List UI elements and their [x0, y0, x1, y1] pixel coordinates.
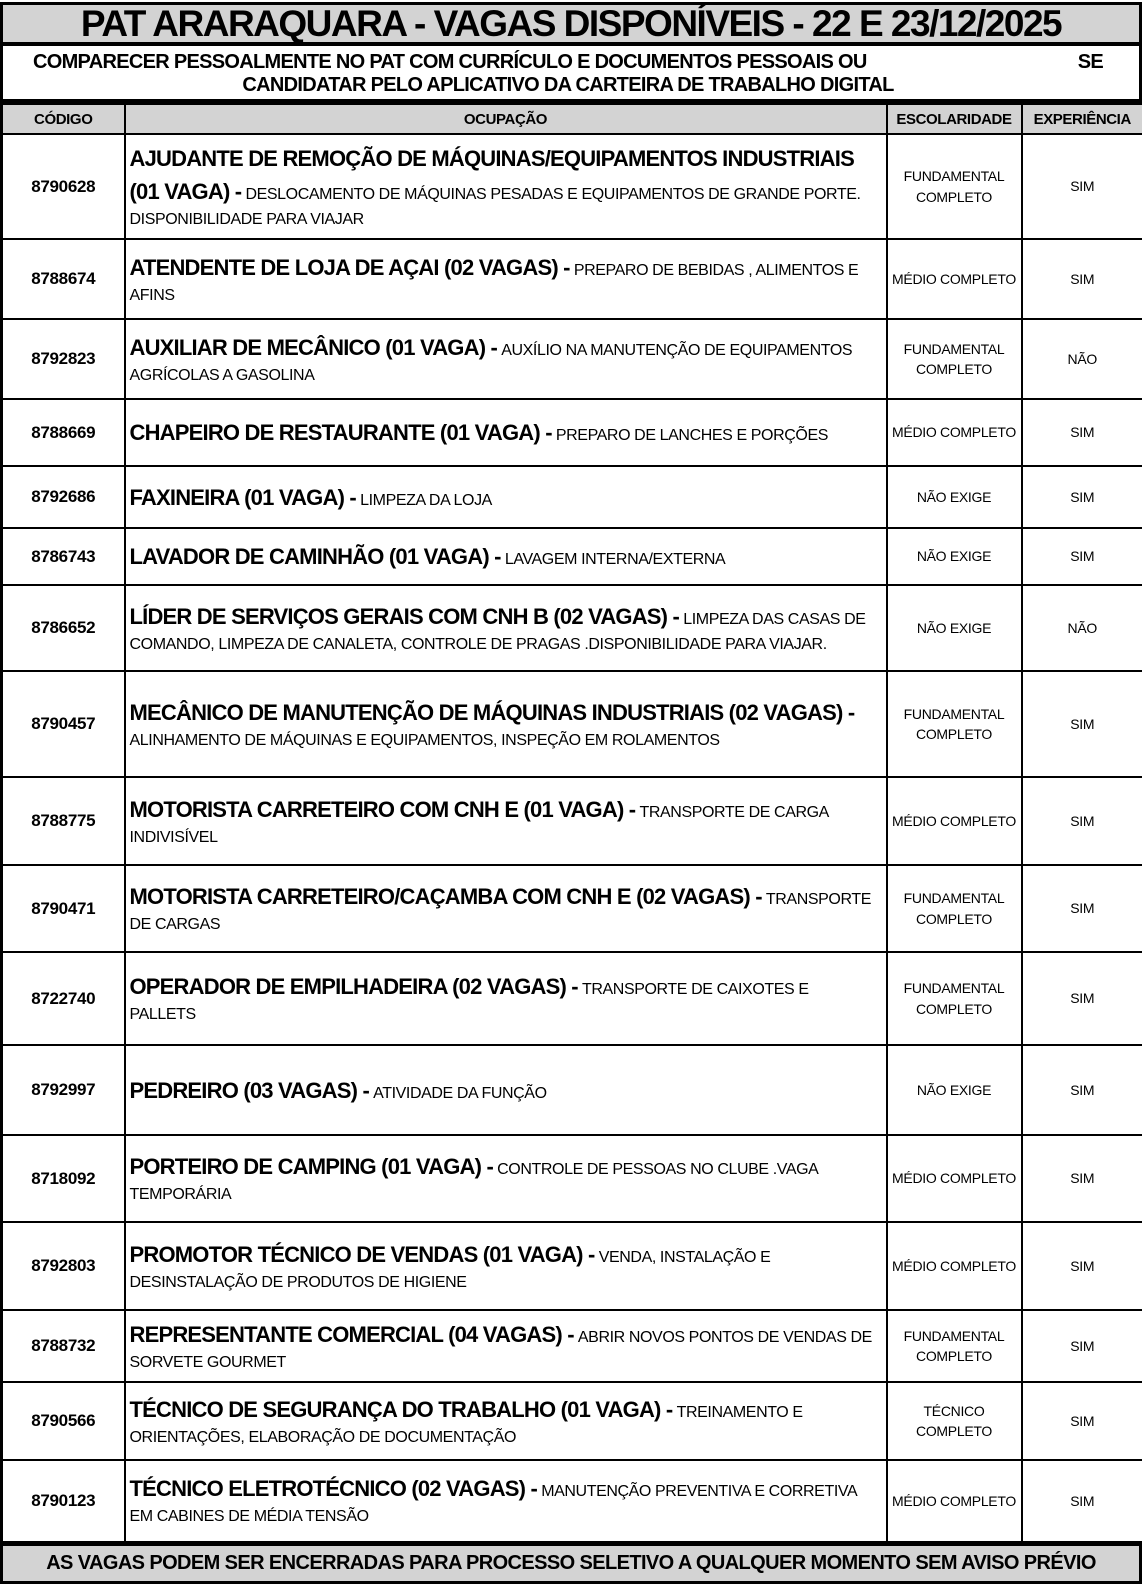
job-education: MÉDIO COMPLETO	[887, 239, 1022, 319]
table-row	[2, 671, 1142, 777]
job-title: AUXILIAR DE MECÂNICO (01 VAGA) -	[129, 334, 498, 360]
job-code: 8790566	[2, 1382, 125, 1460]
table-row	[2, 239, 1142, 319]
job-title: CHAPEIRO DE RESTAURANTE (01 VAGA) -	[129, 420, 552, 445]
table-row	[2, 1310, 1142, 1382]
job-occupation	[125, 671, 887, 777]
attendance-notice	[0, 45, 1142, 102]
table-row	[2, 1222, 1142, 1310]
job-title: TÉCNICO ELETROTÉCNICO (02 VAGAS) -	[129, 1476, 538, 1502]
job-description: PREPARO DE LANCHES E PORÇÕES	[555, 427, 829, 444]
job-experience: SIM	[1022, 399, 1142, 466]
job-experience: SIM	[1022, 1222, 1142, 1310]
job-occupation	[125, 319, 887, 399]
job-title: OPERADOR DE EMPILHADEIRA (02 VAGAS) -	[129, 974, 578, 999]
table-row	[2, 528, 1142, 585]
job-code: 8792823	[2, 319, 125, 399]
column-header-ocupacao: OCUPAÇÃO	[125, 104, 887, 135]
job-occupation	[125, 1310, 887, 1382]
table-row	[2, 865, 1142, 952]
job-education: MÉDIO COMPLETO	[887, 399, 1022, 466]
job-education: NÃO EXIGE	[887, 466, 1022, 528]
job-experience: SIM	[1022, 952, 1142, 1045]
vacancies-table	[0, 102, 1142, 1544]
job-title: PORTEIRO DE CAMPING (01 VAGA) -	[129, 1154, 493, 1179]
table-row	[2, 1460, 1142, 1542]
table-row	[2, 134, 1142, 239]
job-experience: SIM	[1022, 1045, 1142, 1135]
job-description: VENDA, INSTALAÇÃO E DESINSTALAÇÃO DE PRODUTOS DE HIGIENE	[129, 1248, 771, 1291]
column-header-codigo: CÓDIGO	[2, 104, 125, 135]
job-description: ATIVIDADE DA FUNÇÃO	[373, 1084, 547, 1102]
job-education: FUNDAMENTAL COMPLETO	[887, 1310, 1022, 1382]
job-occupation	[125, 1382, 887, 1460]
job-code: 8786743	[2, 528, 125, 585]
table-row	[2, 585, 1142, 671]
job-code: 8722740	[2, 952, 125, 1045]
job-occupation	[125, 1135, 887, 1222]
job-description: TRANSPORTE DE CARGAS	[129, 891, 871, 933]
job-education: TÉCNICO COMPLETO	[887, 1382, 1022, 1460]
job-title: FAXINEIRA (01 VAGA) -	[129, 484, 356, 510]
job-title: TÉCNICO DE SEGURANÇA DO TRABALHO (01 VAGA) -	[129, 1396, 673, 1422]
job-description: ALINHAMENTO DE MÁQUINAS E EQUIPAMENTOS, INSPEÇÃO EM ROLAMENTOS	[129, 731, 720, 749]
vacancy-flyer	[0, 2, 1142, 1584]
table-header-row	[2, 104, 1142, 135]
job-experience: SIM	[1022, 865, 1142, 952]
notice-line1-right-text: SE	[1077, 51, 1103, 73]
job-experience: SIM	[1022, 134, 1142, 239]
job-experience: SIM	[1022, 528, 1142, 585]
job-experience: SIM	[1022, 1135, 1142, 1222]
job-code: 8788732	[2, 1310, 125, 1382]
job-occupation	[125, 528, 887, 585]
job-education: FUNDAMENTAL COMPLETO	[887, 865, 1022, 952]
job-code: 8788674	[2, 239, 125, 319]
job-experience: SIM	[1022, 1310, 1142, 1382]
job-description: TREINAMENTO E ORIENTAÇÕES, ELABORAÇÃO DE DOCUMENTAÇÃO	[129, 1403, 803, 1446]
job-occupation	[125, 134, 887, 239]
job-code: 8718092	[2, 1135, 125, 1222]
job-experience: SIM	[1022, 671, 1142, 777]
job-title: PROMOTOR TÉCNICO DE VENDAS (01 VAGA) -	[129, 1241, 595, 1267]
job-code: 8792997	[2, 1045, 125, 1135]
job-occupation	[125, 399, 887, 466]
job-education: NÃO EXIGE	[887, 585, 1022, 671]
job-education: MÉDIO COMPLETO	[887, 1222, 1022, 1310]
job-experience: NÃO	[1022, 319, 1142, 399]
job-code: 8792686	[2, 466, 125, 528]
job-title: AJUDANTE DE REMOÇÃO DE MÁQUINAS/EQUIPAMENTOS INDUSTRIAIS (01 VAGA) -	[129, 145, 854, 204]
job-description: AUXÍLIO NA MANUTENÇÃO DE EQUIPAMENTOS AGRÍCOLAS A GASOLINA	[129, 341, 853, 384]
job-title: LÍDER DE SERVIÇOS GERAIS COM CNH B (02 VAGAS) -	[129, 603, 680, 629]
job-occupation	[125, 1045, 887, 1135]
job-occupation	[125, 466, 887, 528]
job-education: FUNDAMENTAL COMPLETO	[887, 952, 1022, 1045]
job-code: 8790123	[2, 1460, 125, 1542]
job-occupation	[125, 585, 887, 671]
job-description: DESLOCAMENTO DE MÁQUINAS PESADAS E EQUIPAMENTOS DE GRANDE PORTE. DISPONIBILIDADE PARA VIAJAR	[129, 185, 861, 228]
job-code: 8792803	[2, 1222, 125, 1310]
job-title: MECÂNICO DE MANUTENÇÃO DE MÁQUINAS INDUSTRIAIS (02 VAGAS) -	[129, 699, 855, 725]
job-code: 8790457	[2, 671, 125, 777]
job-code: 8788775	[2, 777, 125, 865]
job-education: NÃO EXIGE	[887, 528, 1022, 585]
column-header-escolaridade: ESCOLARIDADE	[887, 104, 1022, 135]
job-code: 8788669	[2, 399, 125, 466]
page-title: PAT ARARAQUARA - VAGAS DISPONÍVEIS - 22 E 23/12/2025	[0, 2, 1142, 45]
table-body	[2, 134, 1142, 1542]
table-row	[2, 466, 1142, 528]
job-occupation	[125, 865, 887, 952]
table-row	[2, 319, 1142, 399]
job-occupation	[125, 239, 887, 319]
table-row	[2, 1045, 1142, 1135]
job-code: 8790628	[2, 134, 125, 239]
job-description: LIMPEZA DAS CASAS DE COMANDO, LIMPEZA DE CANALETA, CONTROLE DE PRAGAS .DISPONIBILIDADE PARA VIAJAR.	[129, 610, 866, 653]
job-title: LAVADOR DE CAMINHÃO (01 VAGA) -	[129, 544, 501, 569]
job-description: CONTROLE DE PESSOAS NO CLUBE .VAGA TEMPORÁRIA	[129, 1161, 818, 1203]
job-experience: SIM	[1022, 239, 1142, 319]
table-row	[2, 952, 1142, 1045]
job-experience: SIM	[1022, 1460, 1142, 1542]
job-title: REPRESENTANTE COMERCIAL (04 VAGAS) -	[129, 1321, 574, 1347]
job-occupation	[125, 1460, 887, 1542]
job-experience: SIM	[1022, 777, 1142, 865]
table-row	[2, 777, 1142, 865]
job-description: TRANSPORTE DE CAIXOTES E PALLETS	[129, 981, 809, 1023]
job-title: MOTORISTA CARRETEIRO COM CNH E (01 VAGA) -	[129, 796, 636, 822]
job-education: NÃO EXIGE	[887, 1045, 1022, 1135]
job-experience: SIM	[1022, 466, 1142, 528]
job-education: MÉDIO COMPLETO	[887, 1460, 1022, 1542]
job-title: ATENDENTE DE LOJA DE AÇAI (02 VAGAS) -	[129, 254, 570, 280]
job-education: FUNDAMENTAL COMPLETO	[887, 671, 1022, 777]
job-education: MÉDIO COMPLETO	[887, 1135, 1022, 1222]
job-occupation	[125, 777, 887, 865]
job-description: LIMPEZA DA LOJA	[360, 491, 492, 509]
job-description: ABRIR NOVOS PONTOS DE VENDAS DE SORVETE GOURMET	[129, 1328, 872, 1371]
job-education: FUNDAMENTAL COMPLETO	[887, 134, 1022, 239]
table-row	[2, 1135, 1142, 1222]
notice-line2-text: CANDIDATAR PELO APLICATIVO DA CARTEIRA DE TRABALHO DIGITAL	[242, 74, 894, 96]
job-description: LAVAGEM INTERNA/EXTERNA	[504, 551, 726, 568]
job-education: FUNDAMENTAL COMPLETO	[887, 319, 1022, 399]
job-experience: SIM	[1022, 1382, 1142, 1460]
job-title: PEDREIRO (03 VAGAS) -	[129, 1077, 369, 1103]
job-code: 8790471	[2, 865, 125, 952]
job-experience: NÃO	[1022, 585, 1142, 671]
job-code: 8786652	[2, 585, 125, 671]
notice-line1-text: COMPARECER PESSOALMENTE NO PAT COM CURRÍCULO E DOCUMENTOS PESSOAIS OU	[33, 51, 867, 73]
job-occupation	[125, 1222, 887, 1310]
table-row	[2, 1382, 1142, 1460]
job-occupation	[125, 952, 887, 1045]
job-title: MOTORISTA CARRETEIRO/CAÇAMBA COM CNH E (02 VAGAS) -	[129, 884, 762, 909]
column-header-experiencia: EXPERIÊNCIA	[1022, 104, 1142, 135]
table-row	[2, 399, 1142, 466]
job-description: TRANSPORTE DE CARGA INDIVISÍVEL	[129, 803, 829, 846]
job-education: MÉDIO COMPLETO	[887, 777, 1022, 865]
job-description: PREPARO DE BEBIDAS , ALIMENTOS E AFINS	[129, 261, 859, 304]
footer-notice: AS VAGAS PODEM SER ENCERRADAS PARA PROCESSO SELETIVO A QUALQUER MOMENTO SEM AVISO PRÉVIO	[0, 1544, 1142, 1584]
job-description: MANUTENÇÃO PREVENTIVA E CORRETIVA EM CABINES DE MÉDIA TENSÃO	[129, 1483, 857, 1526]
